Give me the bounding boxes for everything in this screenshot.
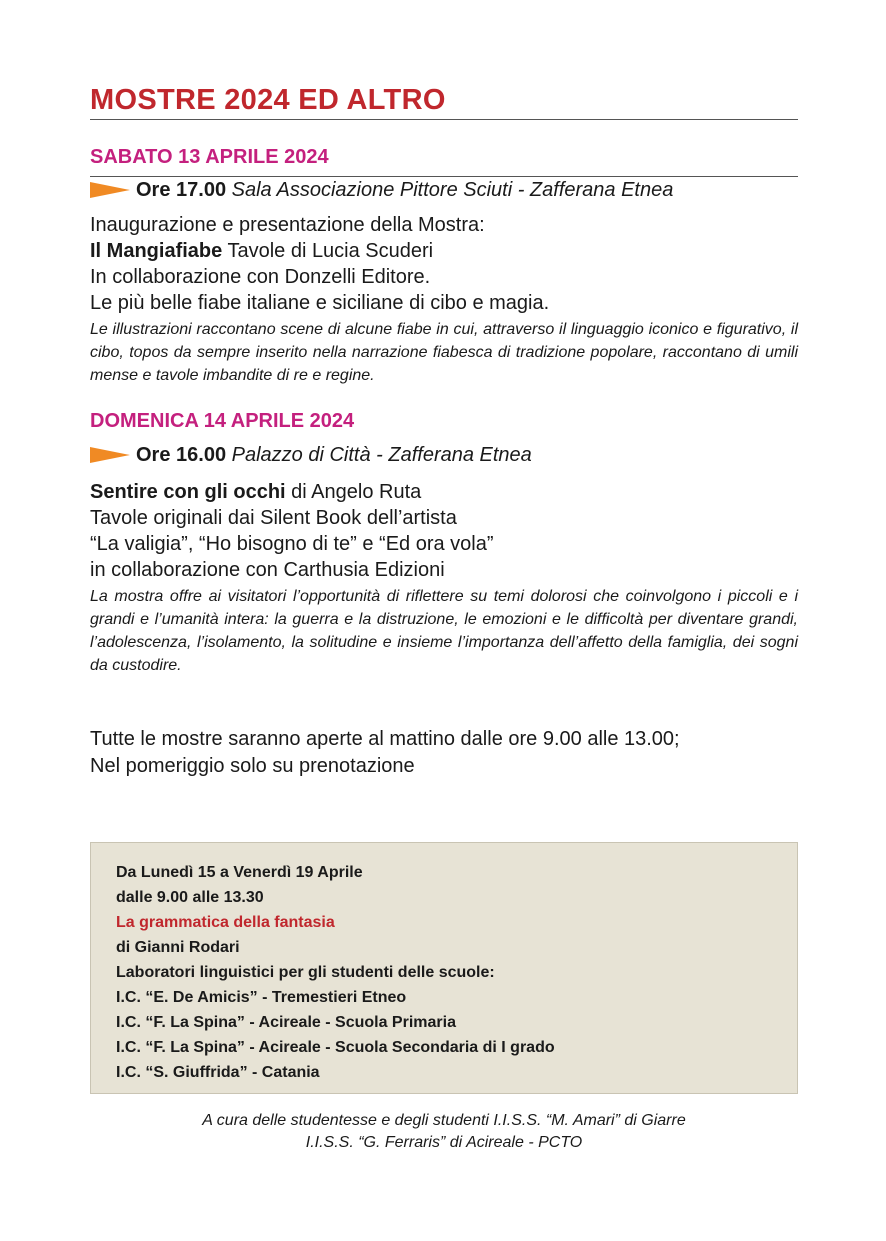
event-2-day: DOMENICA 14 APRILE 2024 — [90, 410, 355, 432]
event-1-line — [90, 238, 798, 264]
credits-line-1: A cura delle studentesse e degli studenti I.I.S.S. “M. Amari” di Giarre — [202, 1112, 686, 1129]
text: In collaborazione con Donzelli Editore. — [90, 266, 431, 288]
event-1-line — [90, 290, 798, 316]
event-1-day: SABATO 13 APRILE 2024 — [90, 146, 329, 168]
text: Tavole originali dai Silent Book dell’artista — [90, 507, 457, 529]
school-item: I.C. “S. Giuffrida” - Catania — [116, 1064, 320, 1081]
event-1-time: Ore 17.00 — [136, 179, 227, 201]
workshop-box — [90, 842, 798, 1094]
text: in collaborazione con Carthusia Edizioni — [90, 559, 445, 581]
event-2-line — [90, 505, 798, 531]
text: Inaugurazione e presentazione della Mostra: — [90, 214, 485, 236]
event-1-note: Le illustrazioni raccontano scene di alcune fiabe in cui, attraverso il linguaggio iconico e figurativo, il cibo, topos da sempre inserito nella narrazione fiabesca di tradizione popolare, raccontano di umili mense e tavole imbandite di re e regine. — [90, 321, 798, 384]
event-1-place: Sala Associazione Pittore Sciuti - Zafferana Etnea — [231, 179, 674, 201]
credits-line-2: I.I.S.S. “G. Ferraris” di Acireale - PCTO — [305, 1134, 583, 1151]
workshop-dates: Da Lunedì 15 a Venerdì 19 Aprile — [116, 864, 363, 881]
text: Le più belle fiabe italiane e siciliane di cibo e magia. — [90, 292, 550, 314]
workshop-title: La grammatica della fantasia — [116, 914, 335, 931]
event-1-body — [90, 212, 798, 387]
text: di Angelo Ruta — [285, 481, 422, 503]
title-divider — [90, 119, 798, 120]
event-1-line — [90, 264, 798, 290]
event-1-time-line — [90, 178, 673, 202]
text: “La valigia”, “Ho bisogno di te” e “Ed ora vola” — [90, 533, 494, 555]
workshop-intro: Laboratori linguistici per gli studenti delle scuole: — [116, 964, 495, 981]
exhibition-title: Il Mangiafiabe — [90, 240, 223, 262]
event-1-line — [90, 212, 798, 238]
event-2-line — [90, 531, 798, 557]
event-2-line — [90, 557, 798, 583]
event-2-time-line — [90, 443, 532, 467]
opening-hours-line-1: Tutte le mostre saranno aperte al mattino dalle ore 9.00 alle 13.00; — [90, 728, 680, 750]
workshop-time: dalle 9.00 alle 13.30 — [116, 889, 264, 906]
page-title: MOSTRE 2024 ED ALTRO — [90, 84, 446, 116]
exhibition-title: Sentire con gli occhi — [90, 481, 286, 503]
workshop-author: di Gianni Rodari — [116, 939, 240, 956]
event-2-time: Ore 16.00 — [136, 444, 227, 466]
event-2-place: Palazzo di Città - Zafferana Etnea — [231, 444, 532, 466]
arrow-right-icon — [90, 182, 130, 198]
opening-hours-line-2: Nel pomeriggio solo su prenotazione — [90, 755, 415, 777]
school-item: I.C. “F. La Spina” - Acireale - Scuola Secondaria di I grado — [116, 1039, 555, 1056]
event-2-line — [90, 479, 798, 505]
school-item: I.C. “E. De Amicis” - Tremestieri Etneo — [116, 989, 407, 1006]
arrow-right-icon — [90, 447, 130, 463]
school-item: I.C. “F. La Spina” - Acireale - Scuola Primaria — [116, 1014, 456, 1031]
event-1-divider — [90, 176, 798, 177]
opening-hours — [90, 726, 680, 780]
credits — [90, 1110, 798, 1154]
text: Tavole di Lucia Scuderi — [222, 240, 434, 262]
event-2-note: La mostra offre ai visitatori l’opportunità di riflettere su temi dolorosi che coinvolgono i piccoli e i grandi e l’umanità intera: la guerra e la distruzione, le emozioni e le difficoltà per diventare grandi, l’adolescenza, l’isolamento, la solitudine e insieme l’importanza dell’affetto della famiglia, dei sogni da custodire. — [90, 588, 798, 674]
event-2-body — [90, 479, 798, 677]
